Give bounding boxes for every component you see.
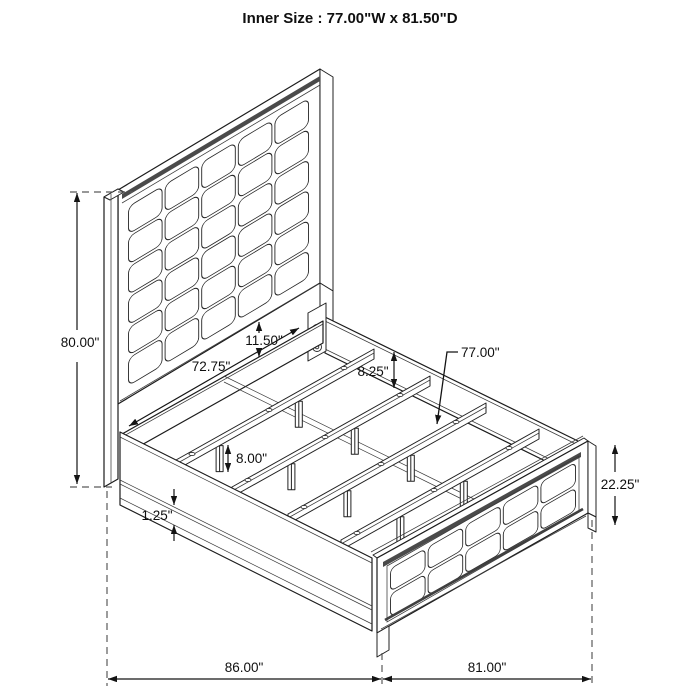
dim-overall-depth-label: 86.00" — [224, 660, 264, 675]
dim-headboard-gap-label: 11.50" — [245, 333, 283, 348]
dim-overall-width-label: 81.00" — [467, 660, 507, 675]
dim-overall-depth — [108, 660, 381, 679]
dim-leg-height — [228, 445, 267, 472]
dim-slat-length-label: 72.75" — [191, 359, 231, 374]
dim-leg-height-label: 8.00" — [236, 451, 268, 466]
back-rail — [325, 317, 582, 479]
dim-headboard-height-label: 80.00" — [60, 335, 100, 350]
footboard-side — [588, 441, 596, 517]
dim-headboard-height — [61, 193, 100, 484]
dim-rail-trim-label: 1.25" — [141, 508, 173, 523]
dim-footboard-height-label: 22.25" — [600, 477, 640, 492]
diagram-title: Inner Size : 77.00"W x 81.50"D — [242, 10, 458, 27]
slat-3 — [288, 403, 486, 524]
headboard-board-side — [320, 69, 333, 291]
dim-slat-width-label: 77.00" — [461, 345, 500, 360]
dim-footboard-height — [601, 445, 640, 525]
dim-side-rail-height-label: 8.25" — [357, 364, 389, 379]
dim-overall-width — [383, 660, 591, 679]
